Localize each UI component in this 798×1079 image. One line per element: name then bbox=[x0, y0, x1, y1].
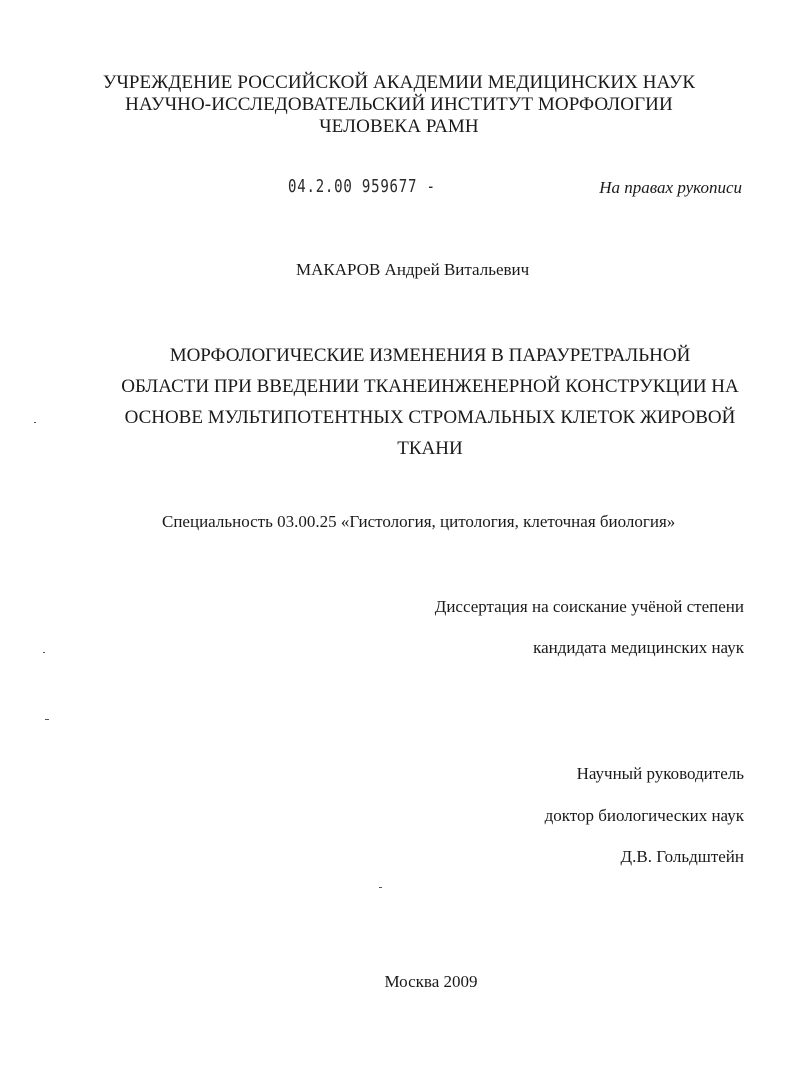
inventory-number-stamp: 04.2.00 959677 - bbox=[288, 176, 436, 197]
scan-speck bbox=[45, 719, 49, 720]
scan-speck bbox=[34, 422, 36, 423]
specialty-line: Специальность 03.00.25 «Гистология, цитология, клеточная биология» bbox=[162, 512, 676, 531]
title-line-1: МОРФОЛОГИЧЕСКИЕ ИЗМЕНЕНИЯ В ПАРАУРЕТРАЛЬНОЙ bbox=[169, 345, 691, 366]
dissertation-degree-line-2: кандидата медицинских наук bbox=[533, 638, 744, 657]
title-line-2: ОБЛАСТИ ПРИ ВВЕДЕНИИ ТКАНЕИНЖЕНЕРНОЙ КОНСТРУКЦИИ НА bbox=[121, 376, 739, 397]
institution-line-3: ЧЕЛОВЕКА РАМН bbox=[319, 116, 479, 137]
supervisor-name: Д.В. Гольдштейн bbox=[620, 847, 744, 866]
author-name: МАКАРОВ Андрей Витальевич bbox=[296, 260, 530, 279]
scan-speck bbox=[379, 887, 382, 888]
institution-line-1: УЧРЕЖДЕНИЕ РОССИЙСКОЙ АКАДЕМИИ МЕДИЦИНСКИХ НАУК bbox=[102, 72, 696, 93]
scan-speck bbox=[43, 652, 45, 653]
dissertation-title bbox=[112, 340, 748, 464]
supervisor-role: Научный руководитель bbox=[576, 764, 744, 783]
dissertation-degree-line-1: Диссертация на соискание учёной степени bbox=[434, 597, 744, 616]
institution-line-2: НАУЧНО-ИССЛЕДОВАТЕЛЬСКИЙ ИНСТИТУТ МОРФОЛОГИИ bbox=[125, 94, 673, 115]
title-line-3: ОСНОВЕ МУЛЬТИПОТЕНТНЫХ СТРОМАЛЬНЫХ КЛЕТОК ЖИРОВОЙ bbox=[124, 407, 736, 428]
supervisor-degree: доктор биологических наук bbox=[544, 806, 744, 825]
city-and-year: Москва 2009 bbox=[384, 972, 478, 991]
rights-note: На правах рукописи bbox=[599, 178, 742, 197]
institution-header bbox=[0, 72, 798, 138]
title-line-4: ТКАНИ bbox=[397, 438, 463, 459]
